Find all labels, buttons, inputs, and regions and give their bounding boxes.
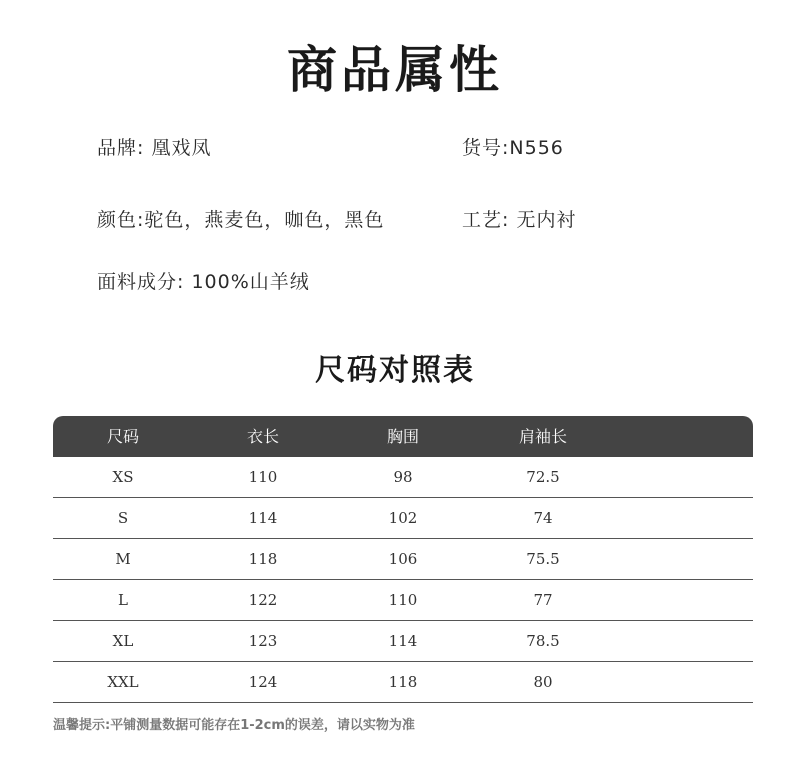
table-row [53,498,753,539]
cell-shoulder-sleeve: 80 [533,673,553,691]
cell-shoulder-sleeve: 75.5 [526,550,560,568]
table-header [53,416,753,457]
cell-size: XL [112,632,134,650]
page-title: 商品属性 [287,41,503,99]
cell-chest: 118 [388,673,418,691]
cell-size: M [115,550,131,568]
table-row [53,457,753,498]
cell-size: S [117,509,129,527]
table-row [53,580,753,621]
size-chart-title: 尺码对照表 [315,353,475,388]
craft-attribute: 工艺: 无内衬 [462,209,577,231]
cell-length: 114 [248,509,278,527]
header-size: 尺码 [106,427,139,446]
header-length: 衣长 [246,427,279,446]
cell-shoulder-sleeve: 74 [533,509,553,527]
cell-length: 124 [248,673,278,691]
cell-length: 122 [248,591,278,609]
cell-chest: 106 [388,550,418,568]
item-number-attribute: 货号:N556 [462,137,564,159]
table-row [53,621,753,662]
cell-size: L [118,591,128,609]
header-shoulder-sleeve: 肩袖长 [518,427,567,446]
cell-shoulder-sleeve: 77 [533,591,553,609]
cell-chest: 102 [388,509,418,527]
cell-length: 110 [248,468,278,486]
header-chest: 胸围 [386,427,419,446]
brand-attribute: 品牌: 凰戏凤 [97,137,212,159]
cell-length: 123 [248,632,278,650]
fabric-attribute: 面料成分: 100%山羊绒 [97,271,310,293]
cell-chest: 98 [393,468,413,486]
size-chart-table [53,416,753,703]
table-row [53,539,753,580]
color-attribute: 颜色:驼色，燕麦色，咖色，黑色 [97,209,385,231]
table-row [53,662,753,703]
cell-size: XS [112,468,134,486]
measurement-note: 温馨提示:平铺测量数据可能存在1-2cm的误差，请以实物为准 [53,718,415,733]
cell-size: XXL [107,673,139,691]
cell-shoulder-sleeve: 72.5 [526,468,560,486]
cell-shoulder-sleeve: 78.5 [526,632,560,650]
cell-chest: 114 [388,632,418,650]
cell-chest: 110 [388,591,418,609]
cell-length: 118 [248,550,278,568]
